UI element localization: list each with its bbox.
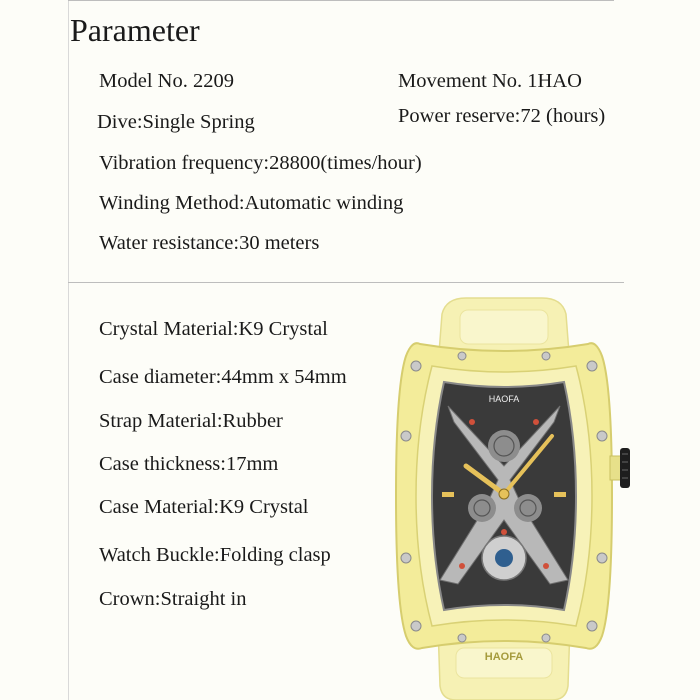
spec-buckle: Watch Buckle:Folding clasp: [99, 544, 331, 566]
spec-strap: Strap Material:Rubber: [99, 410, 283, 432]
page-title: Parameter: [70, 12, 200, 48]
spec-dive: Dive:Single Spring: [97, 111, 255, 133]
spec-case-material: Case Material:K9 Crystal: [99, 496, 309, 518]
spec-power-reserve: Power reserve:72 (hours): [398, 105, 606, 127]
top-divider: [68, 0, 614, 1]
spec-crown: Crown:Straight in: [99, 588, 247, 610]
spec-winding: Winding Method:Automatic winding: [99, 192, 404, 214]
left-frame-line: [68, 0, 69, 700]
strap-brand-text: HAOFA: [484, 651, 524, 663]
spec-crystal: Crystal Material:K9 Crystal: [99, 318, 328, 340]
dial-brand-text: HAOFA: [488, 394, 520, 404]
spec-model: Model No. 2209: [99, 70, 234, 92]
middle-divider: [68, 282, 624, 283]
spec-movement: Movement No. 1HAO: [398, 70, 582, 92]
spec-vibration: Vibration frequency:28800(times/hour): [99, 152, 422, 174]
spec-water-resistance: Water resistance:30 meters: [99, 232, 320, 254]
watch-image: [382, 296, 630, 700]
spec-case-thickness: Case thickness:17mm: [99, 453, 279, 475]
spec-case-diameter: Case diameter:44mm x 54mm: [99, 366, 347, 388]
